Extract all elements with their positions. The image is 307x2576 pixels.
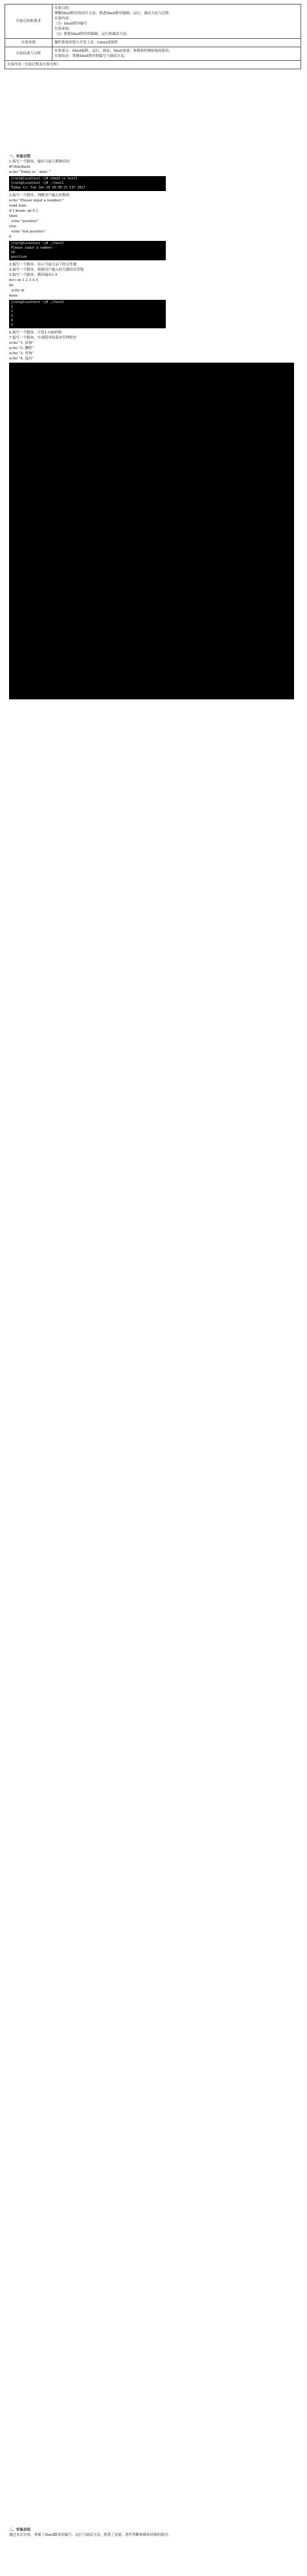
terminal-output <box>9 241 166 260</box>
terminal-line: 5 <box>11 323 14 327</box>
terminal-line: 1 <box>11 305 14 309</box>
code-line: do <box>9 284 14 288</box>
result-line: 实验要点：Shell编程、运行、调试，Shell变量、参数和控制结构的使用。 <box>54 49 173 53</box>
menu-line: echo "1. 添加" <box>9 341 34 345</box>
terminal-line: [root@localhost ~]# chmod +x test1 <box>11 177 78 181</box>
purpose-content <box>52 5 301 39</box>
code-line: fi <box>9 235 12 239</box>
terminal-line: 2 <box>11 310 14 313</box>
code-line: echo "positive" <box>9 220 39 223</box>
code-line: for i in 1 2 3 4 5 <box>9 278 38 282</box>
terminal-line: [root@localhost ~]# ./test1 <box>11 181 64 185</box>
terminal-line: [root@localhost ~]# ./test2 <box>11 242 64 245</box>
section-heading: 一、实验过程 <box>9 155 31 159</box>
purpose-line: 实验环境： <box>54 27 73 31</box>
task-heading: 4.编写一个脚本，根据用户输入的分数给出等级 <box>9 268 84 272</box>
terminal-line: 10 <box>11 251 16 254</box>
result-line: 实验结论：掌握Shell程序的编写与调试方法。 <box>54 54 128 58</box>
task-heading: 6.编写一个脚本，计算1-100的和 <box>9 331 62 335</box>
terminal-line: Today is: Tue Jan 10 10:30:21 CST 2017 <box>11 186 85 190</box>
terminal-line: [root@localhost ~]# ./test5 <box>11 300 64 304</box>
info-table <box>5 4 301 69</box>
code-line: echo "not positive" <box>9 230 46 234</box>
purpose-line: 实验内容： <box>54 17 73 21</box>
terminal-line: 3 <box>11 314 14 318</box>
code-line: echo $i <box>9 289 25 293</box>
code-line: if [ $num -gt 0 ] <box>9 209 38 213</box>
task-heading: 1.编写一个脚本，输出当前日期和时间 <box>9 160 70 164</box>
summary-section <box>9 2527 298 2538</box>
terminal-line: Please input a number: <box>11 246 54 250</box>
code-line: done <box>9 294 18 298</box>
menu-line: echo "2. 删除" <box>9 346 34 350</box>
experiment-body <box>9 154 294 701</box>
code-line: echo "Today is: `date`" <box>9 170 51 174</box>
env-content: 操作系统环境与开发工具：Linux虚拟机 <box>52 39 301 47</box>
terminal-line: 4 <box>11 319 14 322</box>
code-line: else <box>9 225 17 229</box>
task-heading: 3.编写一个脚本，显示当前目录下的文件数 <box>9 263 77 267</box>
code-line: read num <box>9 204 27 208</box>
purpose-line: 理解Shell程序的设计方法；熟悉Shell程序编辑、运行、调试方法与过程。 <box>54 12 173 16</box>
terminal-screenshot <box>9 363 294 699</box>
purpose-line: 实验目的： <box>54 6 73 10</box>
code-line: then <box>9 214 17 218</box>
menu-line: echo "3. 查询" <box>9 352 34 356</box>
purpose-label: 实验目的和要求 <box>5 5 52 39</box>
result-content <box>52 47 301 61</box>
menu-line: echo "4. 退出" <box>9 357 34 361</box>
task-heading: 7.编写一个脚本，实现简单的菜单管理程序 <box>9 336 77 340</box>
summary-text: 通过本次实验，掌握了Shell脚本的编写、运行与调试方法，熟悉了变量、条件判断和循环结构的使用。 <box>9 2533 172 2537</box>
purpose-line: （2）熟悉Shell程序的编辑、运行和调试方法。 <box>54 32 130 36</box>
purpose-line: （1）Shell程序编写 <box>54 22 87 26</box>
terminal-line: positive <box>11 255 27 259</box>
experiment-note: 实验内容（实验过程及实验分析） <box>5 61 301 69</box>
terminal-output <box>9 176 166 191</box>
env-label: 实验环境 <box>5 39 52 47</box>
result-label: 实验结果与分析 <box>5 47 52 61</box>
task-heading: 2.编写一个脚本，判断用户输入的数值 <box>9 194 70 198</box>
code-line: #!/bin/bash <box>9 165 30 169</box>
summary-title: 二、实验总结 <box>9 2528 31 2532</box>
code-line: echo "Please input a number:" <box>9 199 64 203</box>
task-heading: 5.编写一个脚本，循环输出1-5 <box>9 273 58 277</box>
terminal-output <box>9 300 166 328</box>
